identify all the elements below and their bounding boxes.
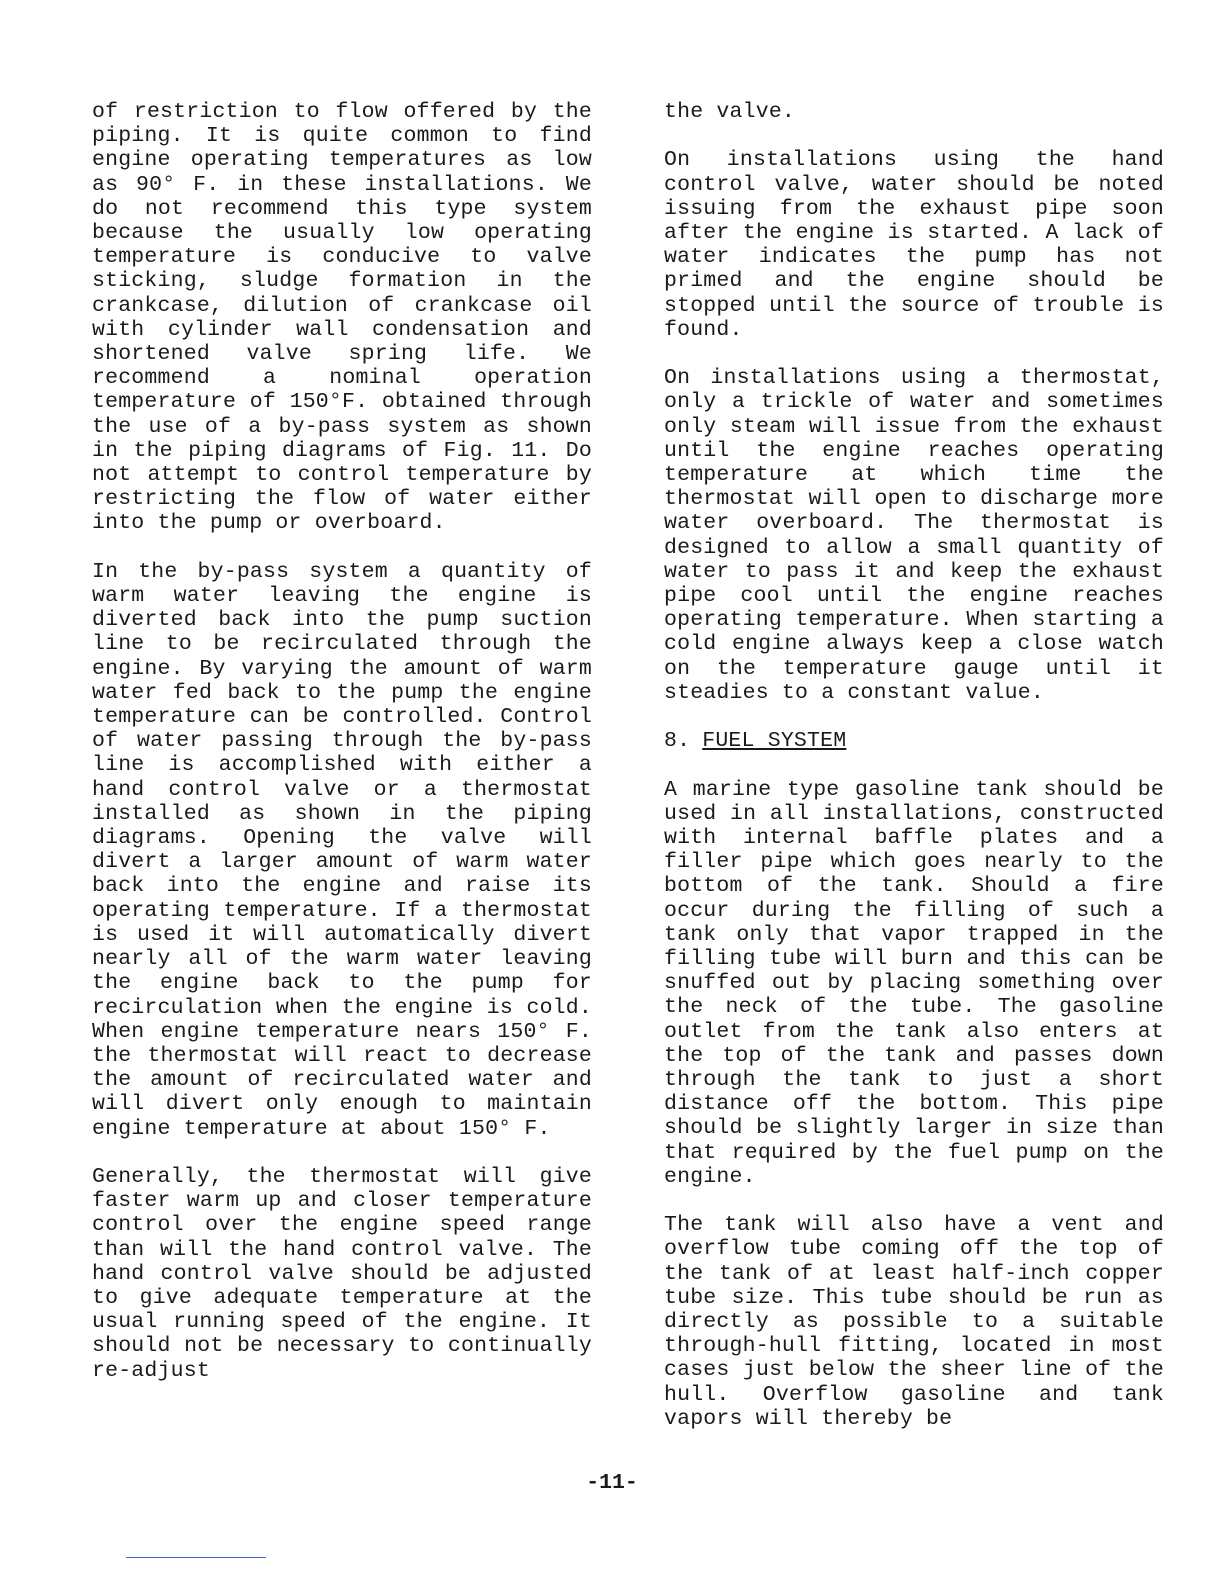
body-paragraph: On installations using the hand control valve, water should be noted issuing from the exhaust pipe soon after the engine is started. A lack of water indicates the pump has not primed and the engine should be stopped until the source of trouble is found. <box>664 148 1164 342</box>
body-paragraph: Generally, the thermostat will give faster warm up and closer temperature control over the engine speed range than will the hand control valve. The hand control valve should be adjusted to give adequate temperature at the usual running speed of the engine. It should not be necessary to continually re-adjust <box>92 1164 592 1383</box>
left-column <box>92 100 592 1407</box>
right-column <box>664 100 1164 1455</box>
body-paragraph: of restriction to flow offered by the piping. It is quite common to find engine operating temperatures as low as 90° F. in these installations. We do not recommend this type system because the usually low operating temperature is conducive to valve sticking, sludge formation in the crankcase, dilution of crankcase oil with cylinder wall condensation and shortened valve spring life. We recommend a nominal operation temperature of 150°F. obtained through the use of a by-pass system as shown in the piping diagrams of Fig. 11. Do not attempt to control temperature by restricting the flow of water either into the pump or overboard. <box>92 100 592 536</box>
section-title: FUEL SYSTEM <box>702 729 847 754</box>
body-paragraph: The tank will also have a vent and overflow tube coming off the top of the tank of at least half-inch copper tube size. This tube should be run as directly as possible to a suitable through-hull fitting, located in most cases just below the sheer line of the hull. Overflow gasoline and tank vapors will thereby be <box>664 1213 1164 1431</box>
body-paragraph: the valve. <box>664 100 796 124</box>
section-number: 8. <box>664 729 691 754</box>
page-number: -11- <box>586 1471 638 1495</box>
body-paragraph: On installations using a thermostat, only a trickle of water and sometimes only steam will issue from the exhaust until the engine reaches operating temperature at which time the thermostat will open to discharge more water overboard. The thermostat is designed to allow a small quantity of water to pass it and keep the exhaust pipe cool until the engine reaches operating temperature. When starting a cold engine always keep a close watch on the temperature gauge until it steadies to a constant value. <box>664 366 1164 705</box>
footnote-rule <box>126 1557 266 1558</box>
body-paragraph: In the by-pass system a quantity of warm water leaving the engine is diverted back into the pump suction line to be recirculated through the engine. By varying the amount of warm water fed back to the pump the engine temperature can be controlled. Control of water passing through the by-pass line is accomplished with either a hand control valve or a thermostat installed as shown in the piping diagrams. Opening the valve will divert a larger amount of warm water back into the engine and raise its operating temperature. If a thermostat is used it will automatically divert nearly all of the warm water leaving the engine back to the pump for recirculation when the engine is cold. When engine temperature nears 150° F. the thermostat will react to decrease the amount of recirculated water and will divert only enough to maintain engine temperature at about 150° F. <box>92 559 592 1141</box>
body-paragraph: A marine type gasoline tank should be used in all installations, constructed with internal baffle plates and a filler pipe which goes nearly to the bottom of the tank. Should a fire occur during the filling of such a tank only that vapor trapped in the filling tube will burn and this can be snuffed out by placing something over the neck of the tube. The gasoline outlet from the tank also enters at the top of the tank and passes down through the tank to just a short distance off the bottom. This pipe should be slightly larger in size than that required by the fuel pump on the engine. <box>664 777 1164 1189</box>
section-heading <box>664 729 1164 753</box>
